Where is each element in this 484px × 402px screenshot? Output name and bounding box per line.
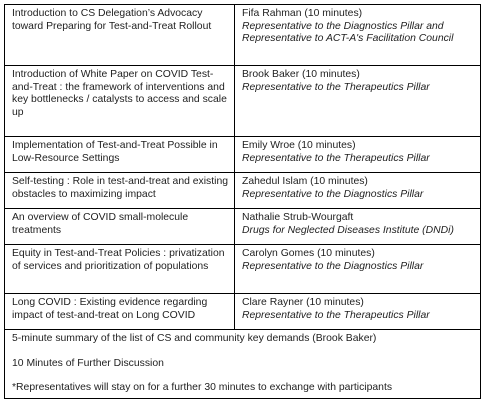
agenda-row: [5, 209, 481, 245]
speaker-role: Representative to the Therapeutics Pillar: [242, 152, 430, 164]
session-topic: Long COVID : Existing evidence regarding impact of test-and-treat on Long COVID: [5, 294, 235, 330]
session-speaker-cell: [235, 66, 481, 137]
summary-footnote: *Representatives will stay on for a further 30 minutes to exchange with participants: [12, 382, 393, 394]
speaker-name: Emily Wroe (10 minutes): [242, 140, 356, 151]
agenda-row: [5, 66, 481, 137]
speaker-role: Drugs for Neglected Diseases Institute (DNDi): [242, 224, 454, 236]
session-topic: Implementation of Test-and-Treat Possible in Low-Resource Settings: [5, 137, 235, 173]
session-speaker-cell: [235, 137, 481, 173]
speaker-name: Nathalie Strub-Wourgaft: [242, 212, 354, 223]
session-topic: Introduction of White Paper on COVID Test-and-Treat : the framework of interventions and key bottlenecks / catalysts to access and scale up: [5, 66, 235, 137]
agenda-row: [5, 294, 481, 330]
speaker-role: Representative to the Therapeutics Pillar: [242, 81, 430, 93]
session-topic: Equity in Test-and-Treat Policies : privatization of services and prioritization of populations: [5, 245, 235, 294]
speaker-name: Clare Rayner (10 minutes): [242, 297, 364, 308]
speaker-name: Zahedul Islam (10 minutes): [242, 176, 368, 187]
summary-row: [5, 330, 481, 399]
agenda-row: [5, 5, 481, 66]
session-speaker-cell: [235, 294, 481, 330]
speaker-role: Representative to the Diagnostics Pillar: [242, 188, 424, 200]
session-speaker-cell: [235, 5, 481, 66]
summary-key-demands: 5-minute summary of the list of CS and community key demands (Brook Baker): [12, 333, 377, 344]
speaker-role: Representative to the Diagnostics Pillar: [242, 260, 424, 272]
speaker-role: Representative to the Therapeutics Pillar: [242, 309, 430, 321]
speaker-name: Carolyn Gomes (10 minutes): [242, 248, 375, 259]
speaker-role: Representative to the Diagnostics Pillar and Representative to ACT-A's Facilitation Council: [242, 20, 454, 45]
speaker-name: Fifa Rahman (10 minutes): [242, 8, 363, 19]
agenda-row: [5, 137, 481, 173]
summary-cell: [5, 330, 481, 399]
summary-discussion: 10 Minutes of Further Discussion: [12, 357, 164, 369]
agenda-table: [4, 4, 481, 399]
session-topic: Self-testing : Role in test-and-treat and existing obstacles to maximizing impact: [5, 173, 235, 209]
session-speaker-cell: [235, 209, 481, 245]
agenda-row: [5, 173, 481, 209]
session-topic: An overview of COVID small-molecule treatments: [5, 209, 235, 245]
session-speaker-cell: [235, 173, 481, 209]
session-speaker-cell: [235, 245, 481, 294]
session-topic: Introduction to CS Delegation’s Advocacy toward Preparing for Test-and-Treat Rollout: [5, 5, 235, 66]
agenda-row: [5, 245, 481, 294]
speaker-name: Brook Baker (10 minutes): [242, 69, 360, 80]
